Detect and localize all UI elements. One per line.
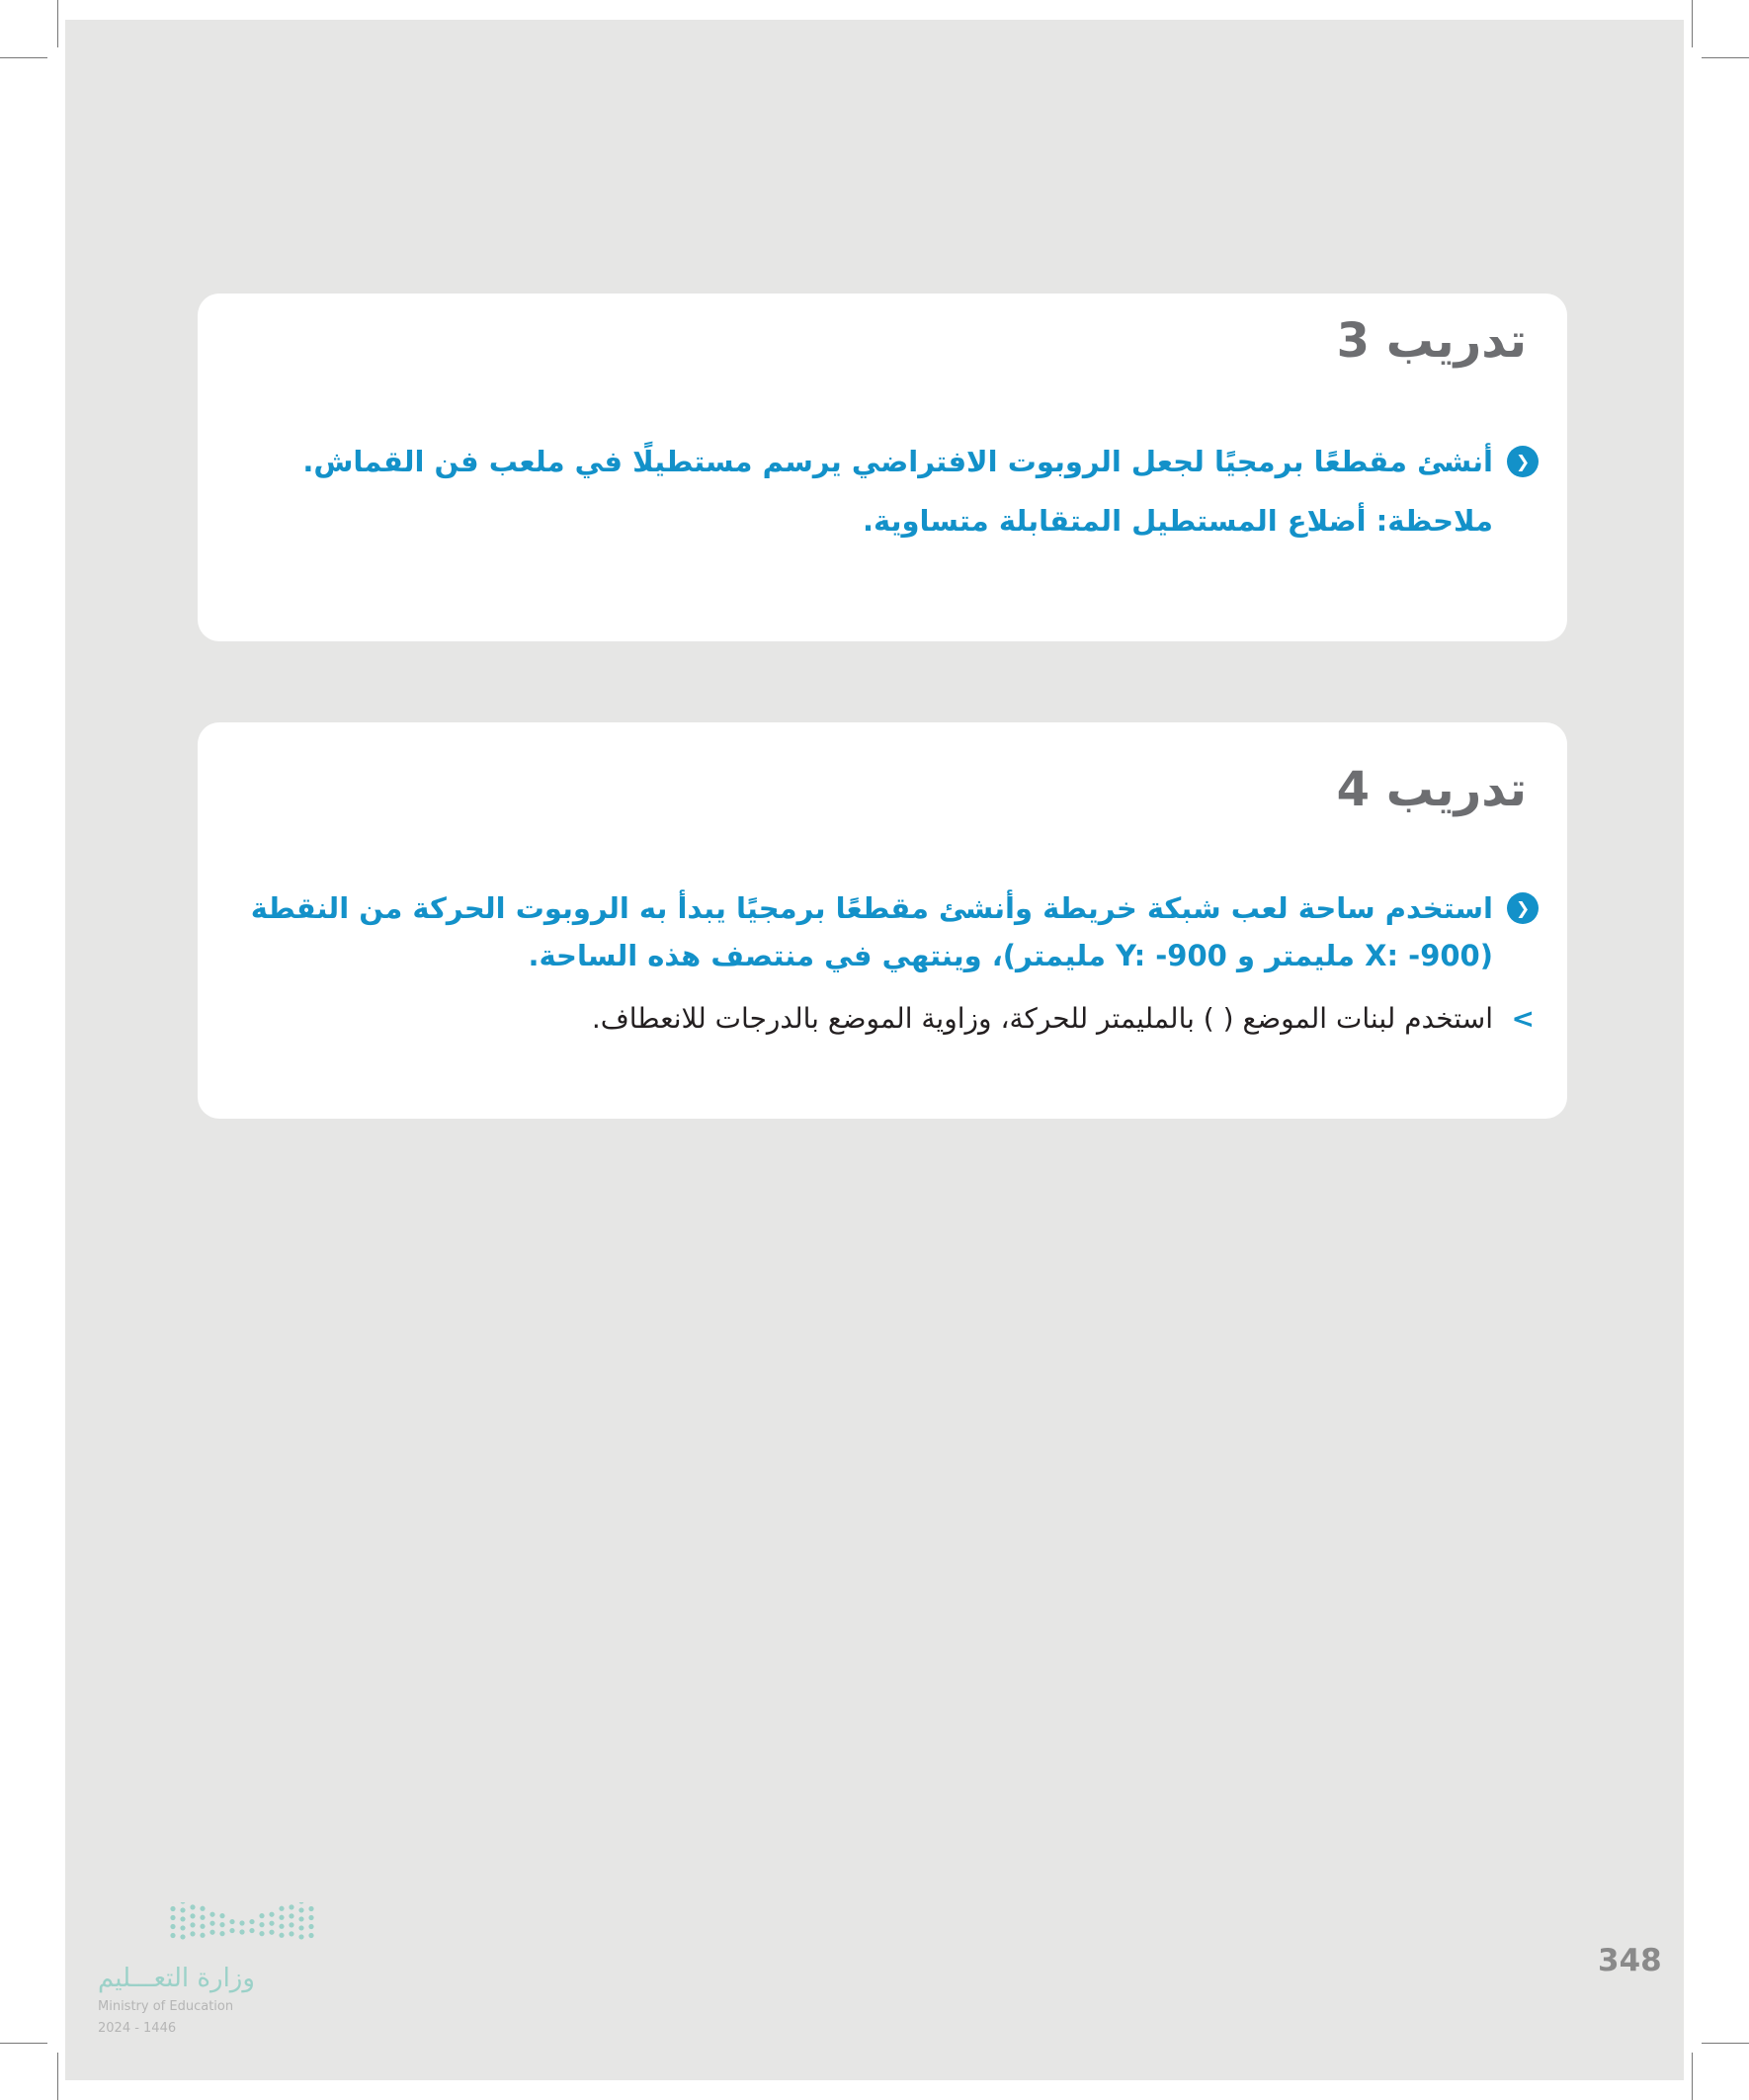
logo-dot [219,1931,224,1936]
logo-dot [308,1933,313,1938]
logo-dot [209,1912,214,1917]
logo-dot [190,1922,195,1927]
crop-mark [57,0,58,47]
ministry-name-ar: وزارة التعـــليم [98,1964,255,1993]
logo-dot [289,1922,293,1927]
crop-mark [0,2043,47,2044]
logo-dot [219,1913,224,1918]
exercise-3-card [198,294,1567,641]
exercise-4-task [251,884,1493,979]
chevron-circle-icon [1507,892,1539,924]
logo-dot [180,1902,185,1904]
logo-dot [308,1915,313,1920]
exercise-4-title: تدريب 4 [1336,762,1527,817]
exercise-3-note: ملاحظة: أضلاع المستطيل المتقابلة متساوية. [863,504,1493,538]
exercise-4-task-line-2: (X: -900 مليمتر و Y: -900 مليمتر)، وينتهي في منتصف هذه الساحة. [528,939,1493,972]
logo-dot [269,1912,274,1917]
logo-dot [289,1931,293,1936]
logo-dot [259,1913,264,1918]
logo-dot [209,1921,214,1926]
logo-dot [229,1928,234,1933]
logo-dot [190,1913,195,1918]
logo-dot [219,1922,224,1927]
logo-dot [200,1915,205,1920]
logo-dot [259,1931,264,1936]
logo-dot [249,1928,254,1933]
logo-dot [259,1922,264,1927]
logo-dot [279,1906,284,1911]
logo-dot [180,1934,185,1939]
crop-mark [1692,0,1693,47]
logo-dot [289,1913,293,1918]
crop-mark [1702,57,1749,58]
logo-dot [170,1924,175,1929]
exercise-4-task-line-1: استخدم ساحة لعب شبكة خريطة وأنشئ مقطعًا برمجيًا يبدأ به الروبوت الحركة من النقطة [250,891,1493,925]
logo-dot [308,1906,313,1911]
logo-dot [229,1919,234,1924]
logo-dot [279,1933,284,1938]
logo-dot [239,1920,244,1925]
logo-dot [170,1906,175,1911]
logo-dot [269,1921,274,1926]
logo-dot [298,1916,303,1921]
exercise-4-card [198,722,1567,1119]
crop-mark [57,2053,58,2100]
ministry-name-en: Ministry of Education [98,1999,234,2014]
logo-dot [170,1915,175,1920]
logo-dot [180,1916,185,1921]
logo-dot [170,1933,175,1938]
logo-dot [269,1930,274,1935]
logo-dot [180,1925,185,1930]
logo-dot [200,1906,205,1911]
exercise-4-hint-text: استخدم لبنات الموضع ( ) بالمليمتر للحركة، وزاوية الموضع بالدرجات للانعطاف. [591,1002,1493,1035]
chevron-circle-icon [1507,446,1539,477]
exercise-3-task [302,438,1493,545]
logo-dot [200,1924,205,1929]
crop-mark [1692,2053,1693,2100]
logo-dot [289,1904,293,1909]
dot-wave-logo-icon [94,1902,331,1962]
logo-dot [190,1931,195,1936]
page-number: 348 [1598,1943,1662,1978]
year-label: 2024 - 1446 [98,2021,177,2036]
logo-dot [180,1907,185,1912]
ministry-logo [94,1902,331,2041]
logo-dot [298,1902,303,1904]
logo-dot [190,1904,195,1909]
chevron-right-icon: > [1511,1002,1535,1035]
logo-dot [279,1915,284,1920]
exercise-3-title: تدريب 3 [1336,313,1527,369]
logo-dot [209,1930,214,1935]
logo-dot [298,1907,303,1912]
crop-mark [1702,2043,1749,2044]
exercise-4-hint [591,997,1535,1041]
logo-dot [308,1924,313,1929]
logo-dot [239,1929,244,1934]
logo-dot [249,1919,254,1924]
logo-dot [279,1924,284,1929]
logo-dot [200,1933,205,1938]
exercise-3-task-line-1: أنشئ مقطعًا برمجيًا لجعل الروبوت الافتراضي يرسم مستطيلًا في ملعب فن القماش. [302,445,1493,478]
logo-dot [298,1934,303,1939]
logo-dot [298,1925,303,1930]
crop-mark [0,57,47,58]
